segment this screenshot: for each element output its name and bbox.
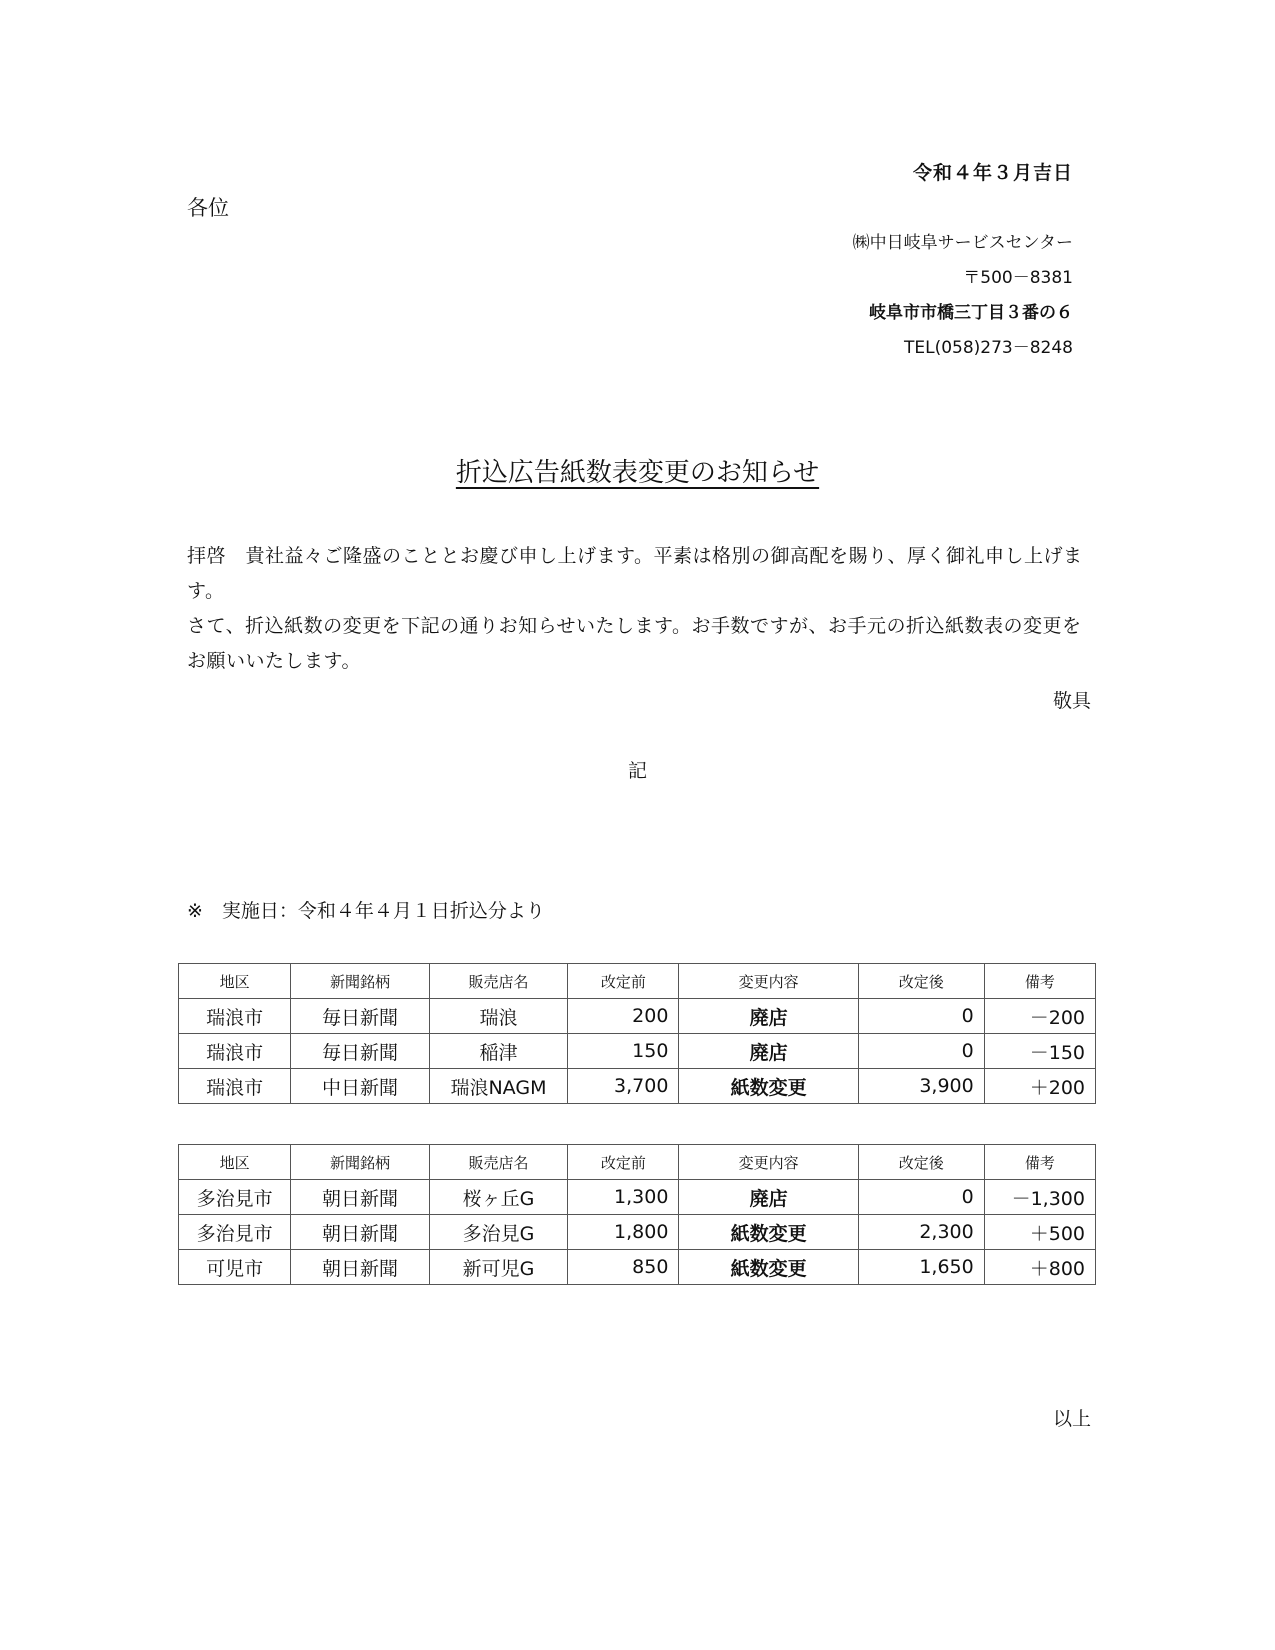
cell-after: 2,300 <box>858 1215 984 1250</box>
cell-after: 0 <box>858 999 984 1034</box>
sender-address: 岐阜市市橋三丁目３番の６ <box>869 303 1073 323</box>
header-after: 改定後 <box>858 964 984 999</box>
cell-store: 桜ヶ丘G <box>429 1180 567 1215</box>
cell-note: ＋800 <box>984 1250 1095 1285</box>
cell-note: －200 <box>984 999 1095 1034</box>
addressee: 各位 <box>187 196 229 220</box>
cell-store: 瑞浪 <box>429 999 567 1034</box>
cell-paper: 中日新聞 <box>291 1069 429 1104</box>
cell-area: 多治見市 <box>179 1180 291 1215</box>
sender-company: ㈱中日岐阜サービスセンター <box>852 233 1073 253</box>
cell-before: 1,800 <box>568 1215 679 1250</box>
header-note: 備考 <box>984 1145 1095 1180</box>
closing-ijou: 以上 <box>1052 1408 1091 1430</box>
cell-change: 紙数変更 <box>679 1215 858 1250</box>
cell-store: 瑞浪NAGM <box>429 1069 567 1104</box>
table-header-row <box>179 964 1096 999</box>
sender-postal-code: 〒500－8381 <box>963 268 1073 288</box>
cell-after: 0 <box>858 1034 984 1069</box>
change-table-tajimi-kani <box>178 1144 1096 1285</box>
body-paragraph-notice: さて、折込紙数の変更を下記の通りお知らせいたします。お手数ですが、お手元の折込紙数表の変更をお願いいたします。 <box>187 615 1082 672</box>
table-row <box>179 999 1096 1034</box>
header-note: 備考 <box>984 964 1095 999</box>
header-change: 変更内容 <box>679 964 858 999</box>
cell-change: 廃店 <box>679 1180 858 1215</box>
header-area: 地区 <box>179 964 291 999</box>
sender-tel: TEL(058)273－8248 <box>903 338 1073 358</box>
cell-area: 瑞浪市 <box>179 999 291 1034</box>
header-change: 変更内容 <box>679 1145 858 1180</box>
cell-area: 瑞浪市 <box>179 1034 291 1069</box>
table-row <box>179 1034 1096 1069</box>
table-header-row <box>179 1145 1096 1180</box>
cell-note: ＋500 <box>984 1215 1095 1250</box>
cell-store: 多治見G <box>429 1215 567 1250</box>
cell-before: 1,300 <box>568 1180 679 1215</box>
cell-paper: 朝日新聞 <box>291 1180 429 1215</box>
header-paper: 新聞銘柄 <box>291 964 429 999</box>
table-row <box>179 1180 1096 1215</box>
body-paragraph-greeting: 拝啓 貴社益々ご隆盛のこととお慶び申し上げます。平素は格別の御高配を賜り、厚く御礼申し上げます。 <box>187 545 1083 602</box>
cell-before: 3,700 <box>568 1069 679 1104</box>
cell-paper: 毎日新聞 <box>291 999 429 1034</box>
header-after: 改定後 <box>858 1145 984 1180</box>
header-store: 販売店名 <box>429 1145 567 1180</box>
cell-change: 廃店 <box>679 999 858 1034</box>
cell-store: 新可児G <box>429 1250 567 1285</box>
table-row <box>179 1250 1096 1285</box>
document-title: 折込広告紙数表変更のお知らせ <box>455 458 820 488</box>
cell-paper: 朝日新聞 <box>291 1215 429 1250</box>
header-paper: 新聞銘柄 <box>291 1145 429 1180</box>
cell-paper: 朝日新聞 <box>291 1250 429 1285</box>
letter-body <box>187 539 1092 679</box>
cell-after: 1,650 <box>858 1250 984 1285</box>
cell-before: 150 <box>568 1034 679 1069</box>
closing-keigu: 敬具 <box>1052 690 1091 712</box>
cell-after: 0 <box>858 1180 984 1215</box>
cell-change: 廃店 <box>679 1034 858 1069</box>
document-date: 令和４年３月吉日 <box>912 162 1073 184</box>
header-area: 地区 <box>179 1145 291 1180</box>
cell-area: 瑞浪市 <box>179 1069 291 1104</box>
change-table-mizunami <box>178 963 1096 1104</box>
effective-date-note: ※ 実施日：令和４年４月１日折込分より <box>187 900 545 922</box>
cell-before: 200 <box>568 999 679 1034</box>
cell-note: ＋200 <box>984 1069 1095 1104</box>
table-row <box>179 1215 1096 1250</box>
cell-area: 多治見市 <box>179 1215 291 1250</box>
cell-note: －1,300 <box>984 1180 1095 1215</box>
cell-change: 紙数変更 <box>679 1250 858 1285</box>
table-row <box>179 1069 1096 1104</box>
header-store: 販売店名 <box>429 964 567 999</box>
cell-before: 850 <box>568 1250 679 1285</box>
cell-area: 可児市 <box>179 1250 291 1285</box>
cell-paper: 毎日新聞 <box>291 1034 429 1069</box>
cell-store: 稲津 <box>429 1034 567 1069</box>
ki-heading: 記 <box>627 760 647 782</box>
cell-change: 紙数変更 <box>679 1069 858 1104</box>
header-before: 改定前 <box>568 1145 679 1180</box>
cell-note: －150 <box>984 1034 1095 1069</box>
cell-after: 3,900 <box>858 1069 984 1104</box>
header-before: 改定前 <box>568 964 679 999</box>
